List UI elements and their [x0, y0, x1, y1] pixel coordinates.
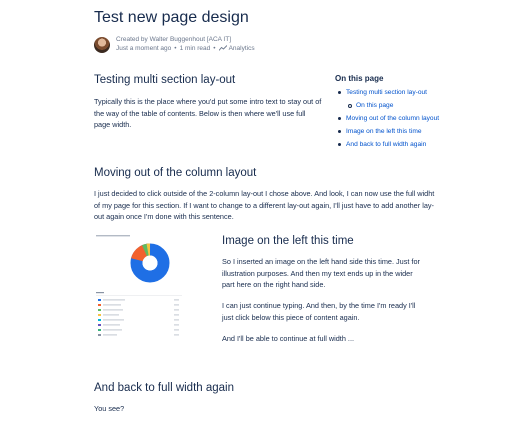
page-title: Test new page design — [94, 9, 249, 26]
byline — [116, 35, 255, 53]
intro-paragraph: Typically this is the place where you'd put some intro text to stay out of the way of the table of contents. Below is then where we'll use full page width. — [94, 97, 322, 129]
image-paragraph-1: So I inserted an image on the left hand side this time. Just for illustration purposes. And then my text ends up in the wider part here on the right hand side. — [222, 257, 420, 289]
edit-time: Just a moment ago — [116, 45, 172, 52]
toc-item-on-this-page[interactable]: On this page — [347, 99, 439, 112]
closing-paragraph: You see? — [94, 404, 125, 413]
separator-dot: • — [174, 45, 177, 52]
read-time: 1 min read — [179, 45, 211, 52]
image-paragraph-3: And I'll be able to continue at full width ... — [222, 334, 355, 343]
toc-item-image-on-left[interactable]: Image on the left this time — [337, 125, 439, 138]
toc-item-testing-multi-section[interactable]: Testing multi section lay-out — [337, 86, 439, 99]
toc-list — [337, 86, 439, 151]
heading-moving-out: Moving out of the column layout — [94, 167, 257, 179]
heading-image-on-left: Image on the left this time — [222, 235, 354, 247]
toc-item-moving-out[interactable]: Moving out of the column layout — [337, 112, 439, 125]
image-paragraph-2: I can just continue typing. And then, by the time I'm ready I'll just click below this piece of content again. — [222, 301, 416, 322]
analytics-label: Analytics — [228, 45, 255, 52]
report-screenshot-image — [94, 232, 186, 342]
analytics-icon — [219, 45, 227, 51]
heading-testing-multi-section: Testing multi section lay-out — [94, 74, 236, 86]
meta-row — [116, 44, 255, 53]
toc-title: On this page — [335, 74, 384, 83]
toc-item-back-to-full-width[interactable]: And back to full width again — [337, 138, 439, 151]
inserted-image[interactable] — [94, 232, 186, 342]
created-by[interactable]: Created by Walter Buggenhout [ACA IT] — [116, 36, 232, 43]
avatar[interactable] — [94, 37, 110, 53]
analytics-link[interactable] — [219, 45, 255, 52]
heading-back-to-full-width: And back to full width again — [94, 382, 235, 394]
separator-dot: • — [213, 45, 216, 52]
column-layout-paragraph: I just decided to click outside of the 2-column lay-out I chose above. And look, I can now use the full widht of my page for this section. If I want to change to a different lay-out again, I'll just have to add another lay-out again once I'm done with this sentence. — [94, 189, 435, 221]
